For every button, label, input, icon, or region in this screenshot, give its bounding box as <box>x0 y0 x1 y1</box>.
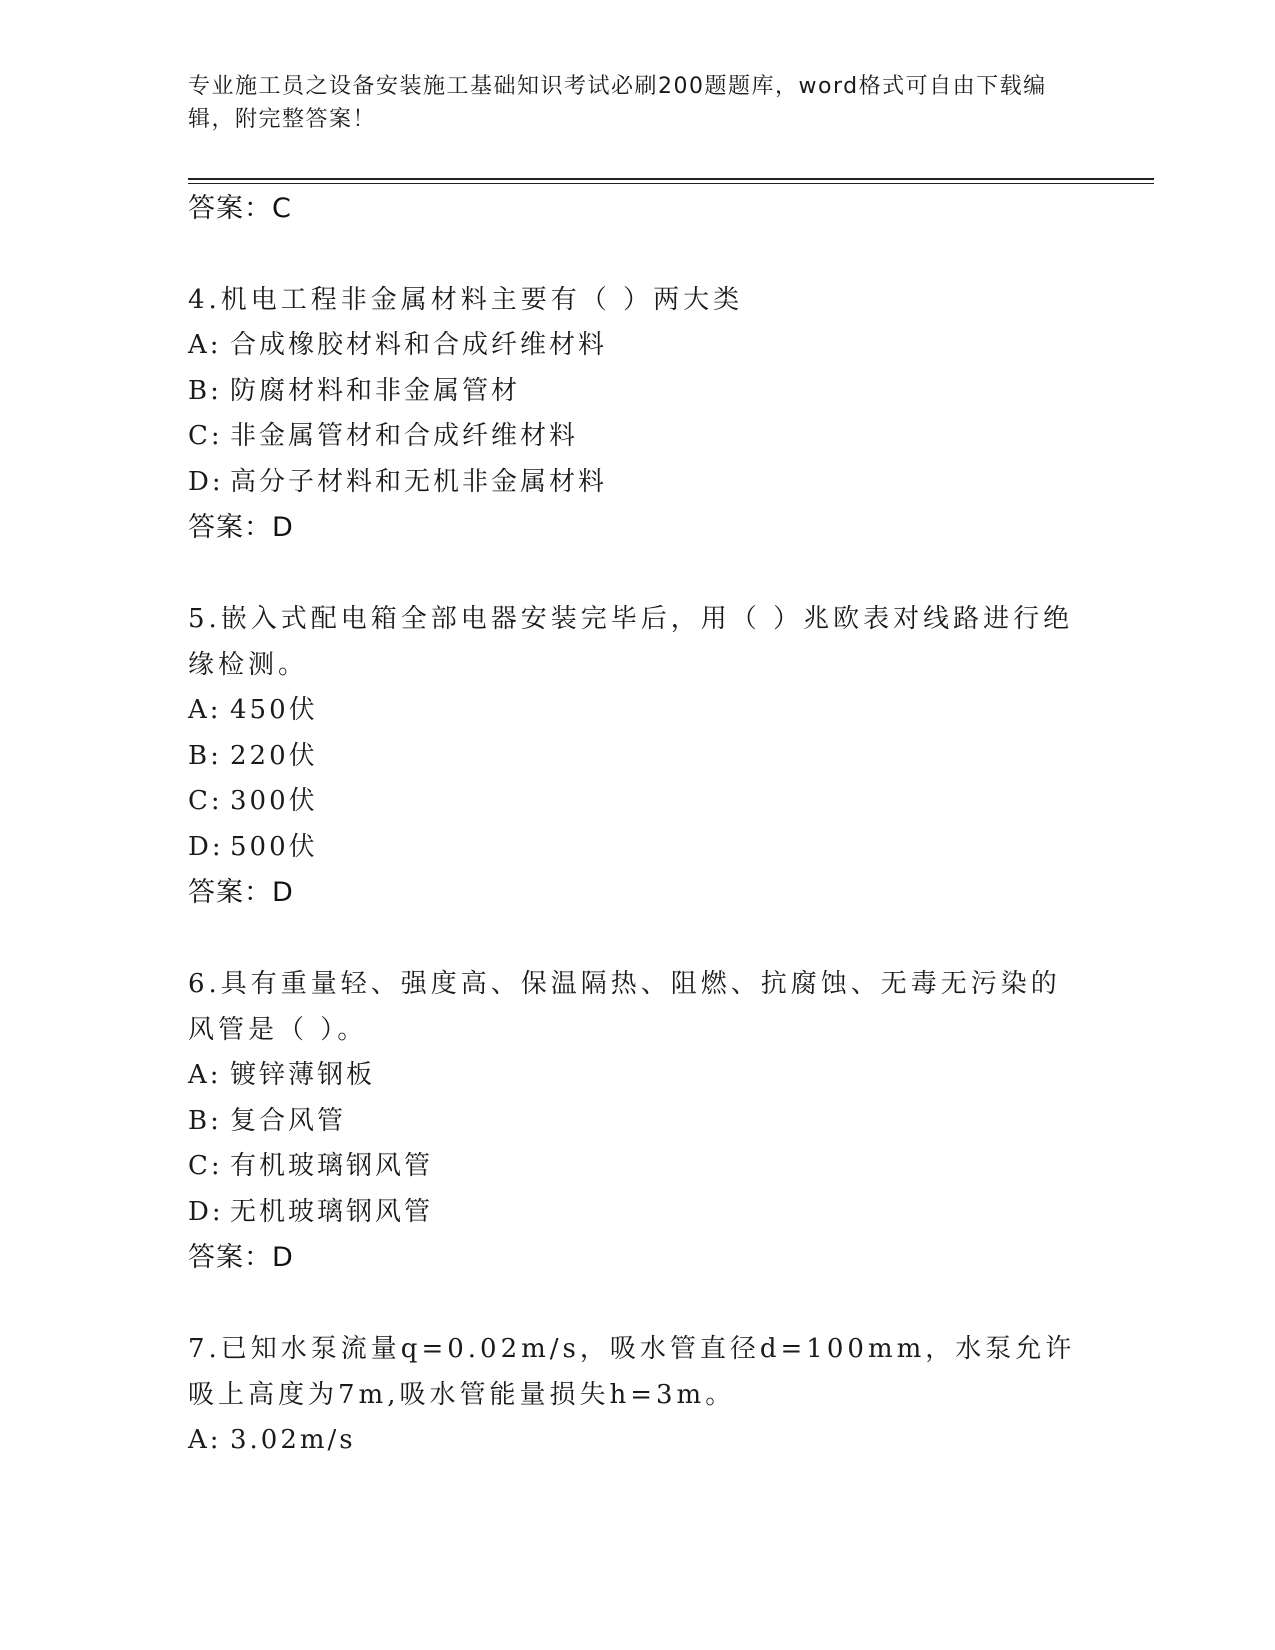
option-letter: D: <box>188 1196 224 1227</box>
spacer <box>188 551 1088 596</box>
option-5a <box>188 688 1088 734</box>
option-text: 220伏 <box>230 740 318 771</box>
question-block-5 <box>188 596 1088 916</box>
option-text: 3.02m/s <box>230 1425 356 1455</box>
option-text: 镀锌薄钢板 <box>230 1060 376 1090</box>
answer-q3: 答案：C <box>188 193 292 224</box>
option-text: 防腐材料和非金属管材 <box>230 375 521 406</box>
option-text: 合成橡胶材料和合成纤维材料 <box>230 330 608 360</box>
answer-q4: 答案：D <box>188 512 294 543</box>
question-block-6 <box>188 961 1088 1281</box>
option-letter: B: <box>188 1105 222 1136</box>
question-text-5: 5.嵌入式配电箱全部电器安装完毕后，用（ ）兆欧表对线路进行绝缘检测。 <box>188 604 1074 680</box>
spacer <box>188 1281 1088 1326</box>
option-letter: C: <box>188 421 223 451</box>
question-block-4 <box>188 277 1088 551</box>
option-text: 无机玻璃钢风管 <box>230 1196 434 1227</box>
header-divider-top <box>188 178 1154 180</box>
answer-q6: 答案：D <box>188 1242 294 1273</box>
answer-q5: 答案：D <box>188 877 294 908</box>
option-4d <box>188 460 1088 506</box>
option-letter: B: <box>188 375 222 406</box>
question-block-7 <box>188 1326 1088 1464</box>
option-6c <box>188 1144 1088 1190</box>
document-header-title: 专业施工员之设备安装施工基础知识考试必刷200题题库，word格式可自由下载编辑，附完整答案！ <box>188 74 1047 132</box>
option-text: 450伏 <box>230 695 318 725</box>
option-6d <box>188 1190 1088 1236</box>
option-letter: D: <box>188 466 224 497</box>
option-4a <box>188 323 1088 369</box>
option-letter: D: <box>188 831 224 862</box>
option-4c <box>188 414 1088 460</box>
question-text-4: 4.机电工程非金属材料主要有（ ）两大类 <box>188 285 744 315</box>
option-5c <box>188 779 1088 825</box>
option-text: 300伏 <box>230 786 318 816</box>
option-6a <box>188 1053 1088 1099</box>
header-divider-bottom <box>188 183 1154 184</box>
option-text: 500伏 <box>230 831 318 862</box>
option-letter: A: <box>188 1060 222 1090</box>
option-6b <box>188 1099 1088 1145</box>
option-text: 有机玻璃钢风管 <box>230 1151 434 1181</box>
question-text-6: 6.具有重量轻、强度高、保温隔热、阻燃、抗腐蚀、无毒无污染的风管是（ ）。 <box>188 969 1061 1045</box>
question-list <box>188 186 1088 1464</box>
option-letter: A: <box>188 330 222 360</box>
option-letter: A: <box>188 695 222 725</box>
option-letter: B: <box>188 740 222 771</box>
option-5b <box>188 734 1088 780</box>
option-letter: A: <box>188 1425 222 1455</box>
option-letter: C: <box>188 1151 223 1181</box>
option-text: 高分子材料和无机非金属材料 <box>230 466 608 497</box>
option-5d <box>188 825 1088 871</box>
option-text: 复合风管 <box>230 1105 347 1136</box>
option-text: 非金属管材和合成纤维材料 <box>230 421 579 451</box>
question-text-7: 7.已知水泵流量q=0.02m/s，吸水管直径d=100mm，水泵允许吸上高度为7m,吸水管能量损失h=3m。 <box>188 1334 1076 1410</box>
option-7a <box>188 1418 1088 1464</box>
option-4b <box>188 369 1088 415</box>
spacer <box>188 232 1088 277</box>
spacer <box>188 916 1088 961</box>
option-letter: C: <box>188 786 223 816</box>
